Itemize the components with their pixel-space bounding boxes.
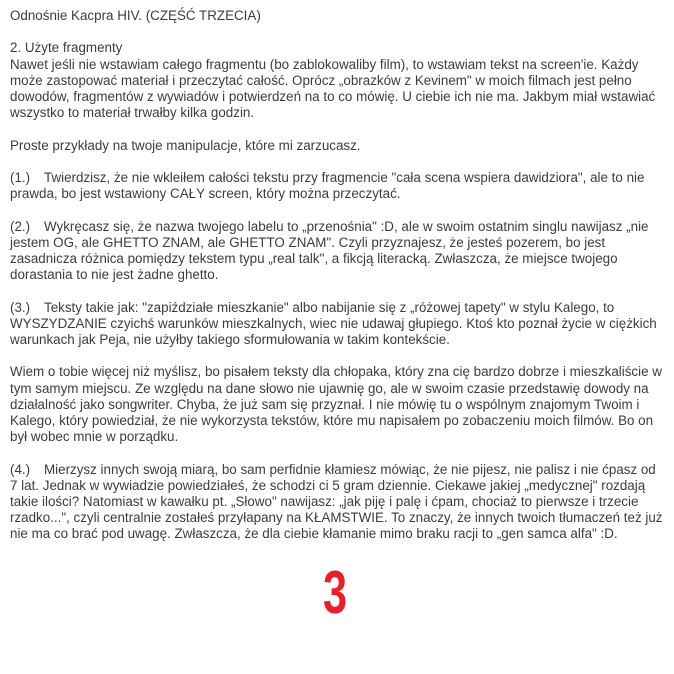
- intro-paragraph: Nawet jeśli nie wstawiam całego fragmentu (bo zablokowaliby film), to wstawiam tekst na screen'ie. Każdy może zastopować materiał i przeczytać całość. Oprócz „obrazków z Kevinem" w moich filmach jest pełno dowodów, fragmentów z wywiadów i potwierdzeń na to co mówię. U ciebie ich nie ma. Jakbym miał wstawiać wszystko to materiał trwałby kilka godzin.: [10, 56, 656, 121]
- page-number: 3: [322, 559, 348, 626]
- point-1: [10, 170, 665, 202]
- document-title: Odnośnie Kacpra HIV. (CZĘŚĆ TRZECIA): [10, 8, 261, 23]
- point-4: [10, 462, 665, 543]
- point-text: Twierdzisz, że nie wkleiłem całości tekstu przy fragmencie "cała scena wspiera dawidziora", ale to nie prawda, bo jest wstawiony CAŁY screen, który można przeczytać.: [10, 169, 645, 202]
- point-text: Wykręcasz się, że nazwa twojego labelu to „przenośnia" :D, ale w swoim ostatnim singlu nawijasz „nie jestem OG, ale GHETTO ZNAM, ale GHETTO ZNAM". Czyli przyznajesz, że jesteś pozerem, bo jest zasadnicza różnica pomiędzy tekstem typu „real talk", a fikcją literacką. Zwłaszcza, że miejsce twojego dorastania to nie jest żadne ghetto.: [10, 218, 649, 283]
- document-body: [10, 8, 665, 559]
- point-2: [10, 219, 665, 284]
- section-heading: 2. Użyte fragmenty: [10, 40, 123, 56]
- point-number: (4.): [10, 461, 31, 477]
- point-number: (3.): [10, 299, 31, 315]
- point-text: Teksty takie jak: "zapiździałe mieszkanie" albo nabijanie się z „różowej tapety" w stylu Kalego, to WYSZYDZANIE czyichś warunków mieszkalnych, wiec nie udawaj głupiego. Ktoś kto poznał życie w ciężkich warunkach jak Peja, nie użyłby takiego sformułowania w takim kontekście.: [10, 299, 657, 347]
- point-text: Mierzysz innych swoją miarą, bo sam perfidnie kłamiesz mówiąc, że nie pijesz, nie palisz i nie ćpasz od 7 lat. Jednak w wywiadzie powiedziałeś, że schodzi ci 5 gram dziennie. Ciekawe jakiej „medycznej" rozdają takie ilości? Natomiast w kawałku pt. „Słowo" nawijasz: „jak piję i palę i ćpam, chociaż to pierwsze i trzecie rzadko...", czyli centralnie zostałeś przyłapany na KŁAMSTWIE. To znaczy, że innych twoich tłumaczeń też już nie ma co brać pod uwagę. Zwłaszcza, że dla ciebie kłamanie mimo braku racji to „gen samca alfa" :D.: [10, 461, 663, 542]
- examples-intro: Proste przykłady na twoje manipulacje, które mi zarzucasz.: [10, 137, 361, 153]
- middle-paragraph: Wiem o tobie więcej niż myślisz, bo pisałem teksty dla chłopaka, który zna cię bardzo dobrze i mieszkaliście w tym samym miejscu. Ze względu na dane słowo nie ujawnię go, ale w swoim czasie przedstawię dowody na działalność jako songwriter. Chyba, że już sam się przyznał. I nie mówię tu o wspólnym znajomym Twoim i Kalego, który powiedział, że nie wykorzysta tekstów, które mu napisałem po zobaczeniu moich filmów. Bo on był wobec mnie w porządku.: [10, 364, 662, 445]
- point-number: (1.): [10, 169, 31, 185]
- point-3: [10, 300, 665, 349]
- point-number: (2.): [10, 218, 31, 234]
